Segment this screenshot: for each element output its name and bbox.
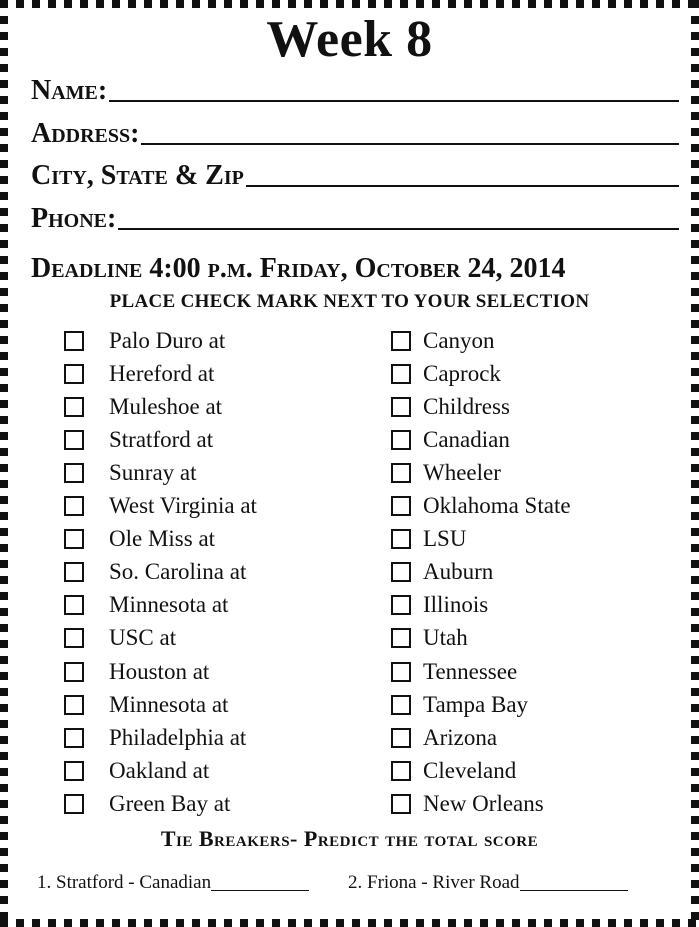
home-checkbox[interactable]: [391, 595, 411, 615]
away-team: Ole Miss at: [109, 526, 216, 552]
game-row: [0, 524, 699, 554]
tiebreaker-title: Tie Breakers- Predict the total score: [160, 826, 539, 851]
home-team: Cleveland: [423, 757, 517, 783]
instruction: PLACE CHECK MARK NEXT TO YOUR SELECTION: [109, 291, 590, 312]
game-row: [0, 789, 699, 819]
home-team: Auburn: [423, 559, 494, 585]
game-row: [0, 690, 699, 720]
away-checkbox[interactable]: [64, 529, 84, 549]
address-field[interactable]: [31, 116, 679, 150]
home-team: Canyon: [423, 328, 495, 353]
away-team: Oakland at: [109, 757, 210, 783]
away-team: Hereford at: [109, 361, 215, 387]
away-team: Stratford at: [109, 427, 214, 453]
border-bottom: [0, 919, 699, 927]
home-checkbox[interactable]: [391, 463, 411, 483]
address-label: Address:: [31, 118, 140, 149]
away-checkbox[interactable]: [64, 695, 84, 715]
away-checkbox[interactable]: [64, 364, 84, 384]
home-team: Caprock: [423, 361, 501, 387]
name-label: Name:: [31, 75, 108, 106]
away-checkbox[interactable]: [64, 628, 84, 648]
home-team: Utah: [423, 625, 468, 651]
away-checkbox[interactable]: [64, 496, 84, 516]
phone-line[interactable]: [118, 227, 679, 230]
home-checkbox[interactable]: [391, 695, 411, 715]
home-checkbox[interactable]: [391, 794, 411, 814]
tiebreaker-2[interactable]: [348, 872, 628, 894]
city-state-zip-label: City, State & Zip: [31, 160, 244, 191]
name-field[interactable]: [31, 73, 679, 107]
tiebreaker-1[interactable]: [37, 872, 309, 894]
address-line[interactable]: [141, 142, 679, 145]
home-checkbox[interactable]: [391, 662, 411, 682]
away-team: USC at: [109, 625, 177, 651]
home-team: Oklahoma State: [423, 493, 571, 519]
home-checkbox[interactable]: [391, 728, 411, 748]
away-checkbox[interactable]: [64, 794, 84, 814]
away-team: So. Carolina at: [109, 559, 247, 585]
tiebreaker-1-line[interactable]: [211, 889, 309, 891]
home-checkbox[interactable]: [391, 496, 411, 516]
home-checkbox[interactable]: [391, 562, 411, 582]
home-checkbox[interactable]: [391, 331, 411, 351]
game-row: [0, 756, 699, 786]
game-row: [0, 557, 699, 587]
home-team: Childress: [423, 394, 510, 420]
city-state-zip-field[interactable]: [31, 158, 679, 192]
tiebreaker-2-label: 2. Friona - River Road: [348, 872, 520, 893]
away-team: Philadelphia at: [109, 724, 247, 750]
game-row: [0, 326, 699, 356]
home-checkbox[interactable]: [391, 397, 411, 417]
game-row: [0, 623, 699, 653]
home-checkbox[interactable]: [391, 628, 411, 648]
away-checkbox[interactable]: [64, 761, 84, 781]
game-row: [0, 392, 699, 422]
away-checkbox[interactable]: [64, 331, 84, 351]
home-team: LSU: [423, 526, 467, 552]
away-team: Palo Duro at: [109, 328, 226, 353]
away-checkbox[interactable]: [64, 595, 84, 615]
away-team: Houston at: [109, 658, 210, 684]
away-team: Minnesota at: [109, 691, 229, 717]
away-checkbox[interactable]: [64, 562, 84, 582]
game-row: [0, 359, 699, 389]
away-team: West Virginia at: [109, 493, 257, 519]
away-team: Minnesota at: [109, 592, 229, 618]
home-team: Arizona: [423, 724, 498, 750]
game-row: [0, 491, 699, 521]
page-title: Week 8: [266, 11, 433, 68]
away-team: Muleshoe at: [109, 394, 223, 420]
game-row: [0, 425, 699, 455]
game-row: [0, 590, 699, 620]
home-checkbox[interactable]: [391, 529, 411, 549]
phone-label: Phone:: [31, 203, 117, 234]
phone-field[interactable]: [31, 201, 679, 235]
away-checkbox[interactable]: [64, 463, 84, 483]
home-team: Tampa Bay: [423, 691, 529, 717]
away-team: Green Bay at: [109, 790, 231, 816]
home-team: Illinois: [423, 592, 489, 618]
away-checkbox[interactable]: [64, 728, 84, 748]
home-checkbox[interactable]: [391, 430, 411, 450]
home-checkbox[interactable]: [391, 761, 411, 781]
border-top: [0, 0, 699, 8]
away-checkbox[interactable]: [64, 397, 84, 417]
home-team: New Orleans: [423, 790, 544, 816]
home-checkbox[interactable]: [391, 364, 411, 384]
home-team: Canadian: [423, 427, 510, 453]
home-team: Tennessee: [423, 658, 518, 684]
away-checkbox[interactable]: [64, 430, 84, 450]
home-team: Wheeler: [423, 460, 501, 486]
game-row: [0, 657, 699, 687]
tiebreaker-2-line[interactable]: [520, 889, 628, 891]
deadline: Deadline 4:00 p.m. Friday, October 24, 2014: [31, 253, 566, 284]
city-state-zip-line[interactable]: [246, 184, 679, 187]
away-checkbox[interactable]: [64, 662, 84, 682]
name-line[interactable]: [109, 99, 679, 102]
game-row: [0, 723, 699, 753]
game-row: [0, 458, 699, 488]
away-team: Sunray at: [109, 460, 197, 486]
tiebreaker-1-label: 1. Stratford - Canadian: [37, 872, 212, 893]
